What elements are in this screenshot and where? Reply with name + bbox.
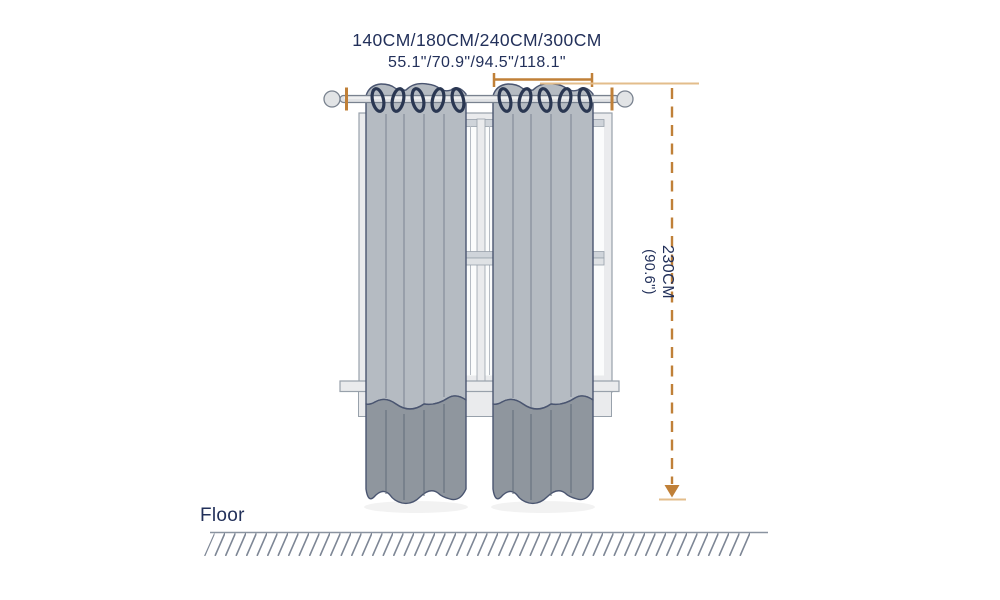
width-label-inches: 55.1"/70.9"/94.5"/118.1" bbox=[388, 54, 566, 71]
window-center-post bbox=[477, 119, 485, 381]
height-label bbox=[637, 212, 677, 332]
curtain-panel-right bbox=[493, 84, 593, 504]
height-label-inches: (90.6") bbox=[641, 249, 657, 295]
curtain-shadow-right bbox=[491, 501, 595, 513]
rod-finial-left bbox=[324, 91, 340, 107]
curtain-panel-left bbox=[366, 84, 466, 504]
height-label-cm: 230CM bbox=[659, 244, 676, 300]
rod-tick-right bbox=[611, 88, 614, 111]
floor-hatch bbox=[204, 533, 757, 556]
rod-tick-left bbox=[345, 88, 348, 111]
curtain-shadow-left bbox=[364, 501, 468, 513]
floor-label: Floor bbox=[200, 505, 245, 526]
floor bbox=[204, 533, 768, 557]
width-label-cm: 140CM/180CM/240CM/300CM bbox=[352, 30, 602, 50]
height-arrow-down-icon bbox=[665, 485, 680, 498]
rod-finial-right bbox=[617, 91, 633, 107]
